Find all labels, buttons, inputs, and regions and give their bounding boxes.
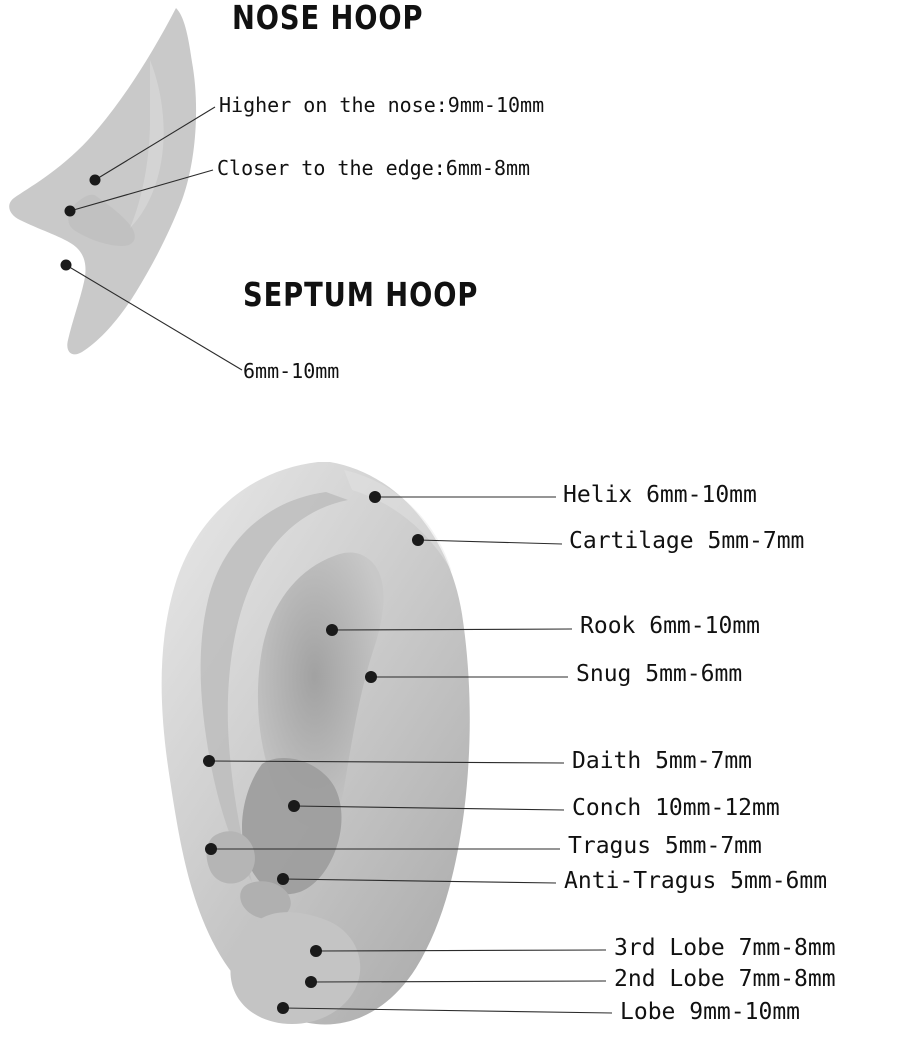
label-conch: Conch 10mm-12mm [572, 795, 780, 821]
dot-2nd-lobe [305, 976, 317, 988]
leader-conch [294, 806, 564, 810]
label-3rd-lobe: 3rd Lobe 7mm-8mm [614, 935, 836, 961]
dot-tragus [205, 843, 217, 855]
label-nose-higher: Higher on the nose:9mm-10mm [219, 93, 545, 117]
septum-hoop-title: SEPTUM HOOP [243, 275, 479, 314]
dot-rook [326, 624, 338, 636]
label-tragus: Tragus 5mm-7mm [568, 833, 762, 859]
leader-lobe [283, 1008, 612, 1013]
label-lobe: Lobe 9mm-10mm [620, 999, 801, 1025]
label-septum-size: 6mm-10mm [243, 359, 340, 383]
dot-cartilage [412, 534, 424, 546]
dot-snug [365, 671, 377, 683]
dot-conch [288, 800, 300, 812]
label-2nd-lobe: 2nd Lobe 7mm-8mm [614, 966, 836, 992]
leader-2nd-lobe [311, 981, 606, 982]
label-helix: Helix 6mm-10mm [563, 482, 757, 508]
label-snug: Snug 5mm-6mm [576, 661, 743, 687]
dot-helix [369, 491, 381, 503]
leader-nose-edge [70, 170, 213, 211]
dot-nose-high [90, 175, 101, 186]
leader-3rd-lobe [316, 950, 606, 951]
nose-illustration [9, 8, 196, 354]
leader-septum [66, 265, 242, 370]
ear-illustration [162, 462, 470, 1024]
leader-nose-high [95, 107, 215, 180]
label-nose-closer: Closer to the edge:6mm-8mm [217, 156, 531, 180]
label-daith: Daith 5mm-7mm [572, 748, 753, 774]
dot-septum [61, 260, 72, 271]
label-cartilage: Cartilage 5mm-7mm [569, 528, 805, 554]
dot-3rd-lobe [310, 945, 322, 957]
leader-daith [209, 761, 564, 763]
dot-nose-edge [65, 206, 76, 217]
label-rook: Rook 6mm-10mm [580, 613, 761, 639]
leader-antitragus [283, 879, 556, 883]
leader-cartilage [418, 540, 562, 544]
label-anti-tragus: Anti-Tragus 5mm-6mm [564, 868, 828, 894]
nose-hoop-title: NOSE HOOP [232, 0, 424, 37]
dot-daith [203, 755, 215, 767]
dot-lobe [277, 1002, 289, 1014]
dot-antitragus [277, 873, 289, 885]
leader-rook [332, 629, 572, 630]
